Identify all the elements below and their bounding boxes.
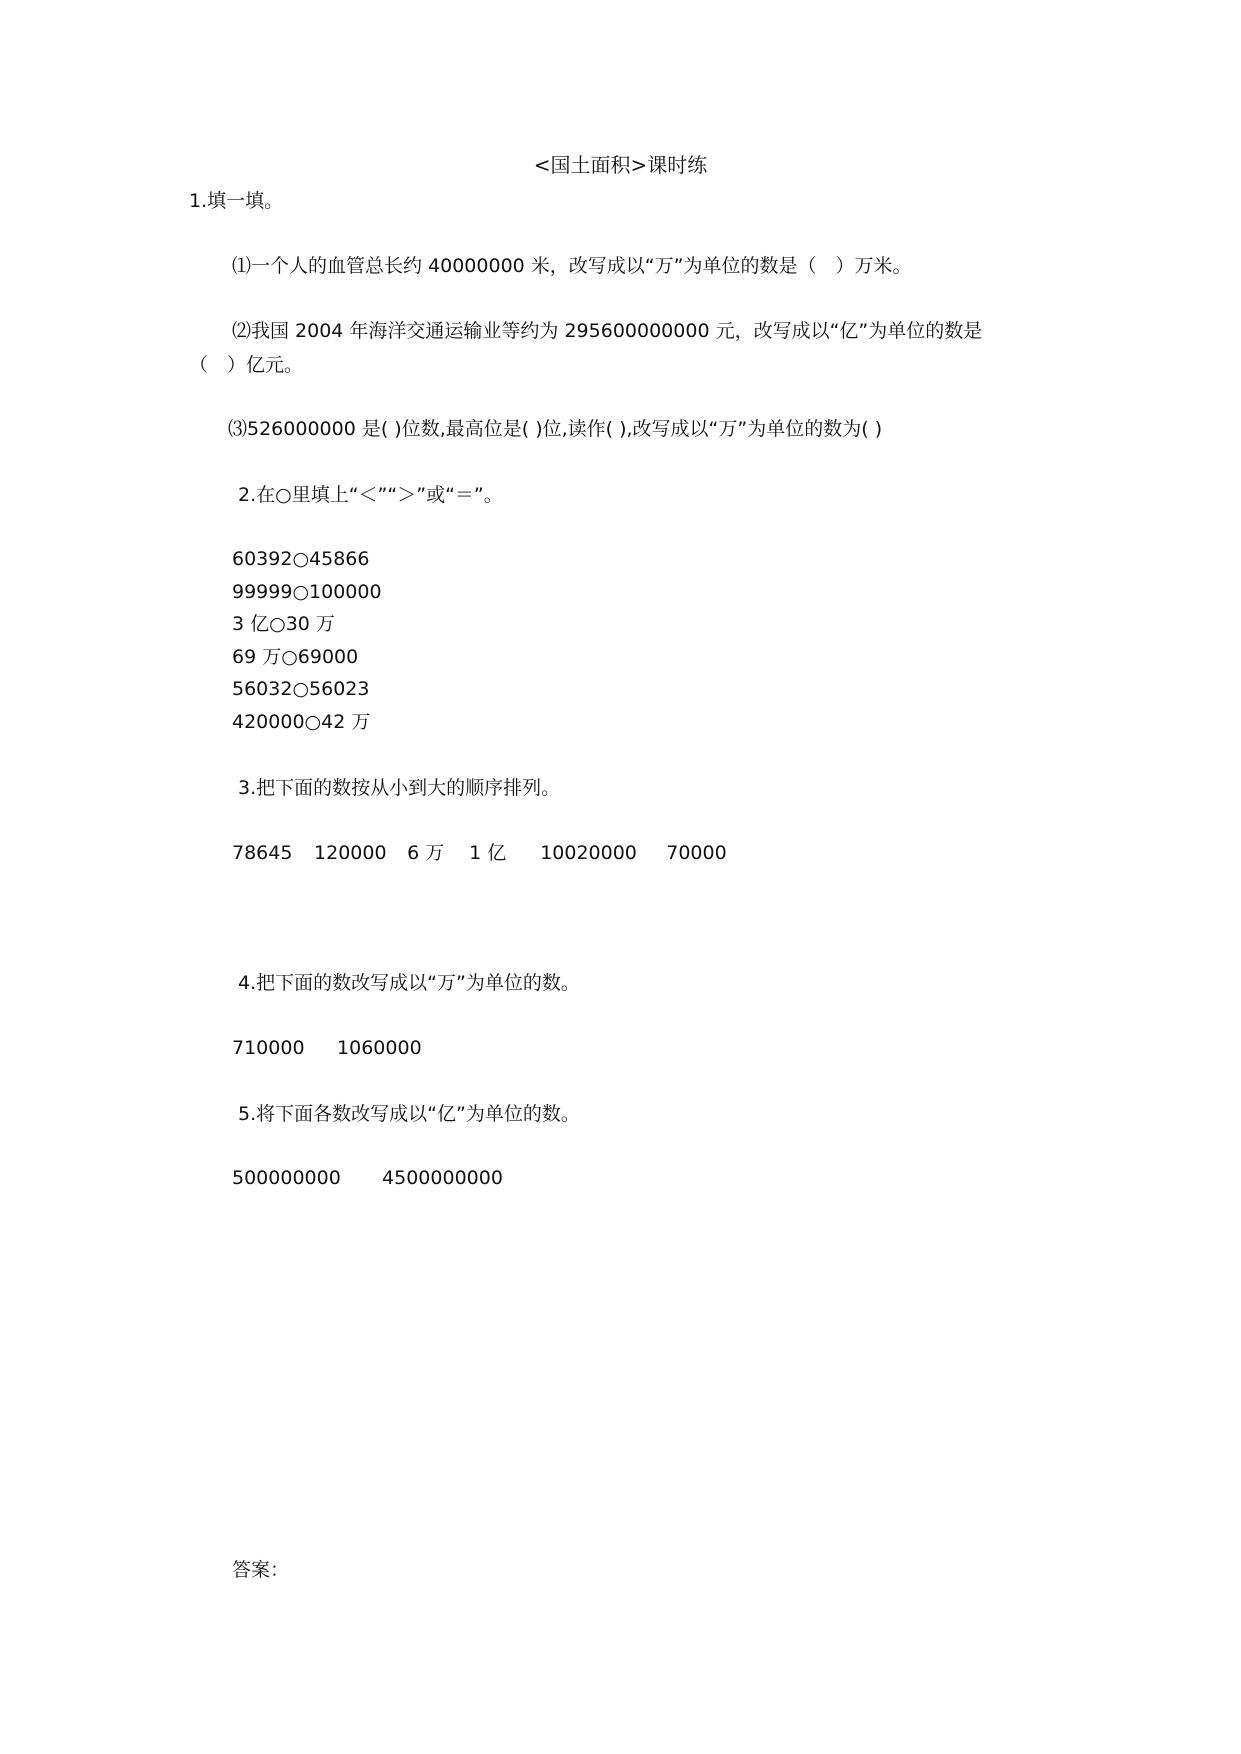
- q3-number: 78645: [232, 842, 293, 864]
- q4-heading: 4.把下面的数改写成以“万”为单位的数。: [238, 972, 580, 994]
- q5-number: 500000000: [232, 1167, 341, 1189]
- q2-comparison-row: 69 万○69000: [232, 646, 359, 668]
- q4-number: 710000: [232, 1037, 305, 1059]
- q1-item-3: ⑶526000000 是( )位数,最高位是( )位,读作( ),改写成以“万”为单位的数为( ): [228, 418, 883, 440]
- q5-number: 4500000000: [382, 1167, 503, 1189]
- q3-number: 10020000: [540, 842, 637, 864]
- q2-comparison-row: 56032○56023: [232, 678, 370, 700]
- q1-item-2-line-1: ⑵我国 2004 年海洋交通运输业等约为 295600000000 元，改写成以“亿”为单位的数是: [232, 320, 983, 342]
- q3-number: 1 亿: [469, 842, 507, 864]
- q2-comparison-row: 99999○100000: [232, 581, 382, 603]
- q4-number-list: [232, 1035, 422, 1061]
- q3-number: 120000: [314, 842, 387, 864]
- q3-number: 6 万: [407, 842, 445, 864]
- q1-heading: 1.填一填。: [189, 190, 284, 212]
- q5-number-list: [232, 1165, 503, 1191]
- q1-item-2-line-2: （ ）亿元。: [189, 354, 304, 376]
- q2-comparison-row: 3 亿○30 万: [232, 613, 335, 635]
- answer-label: 答案：: [232, 1559, 290, 1581]
- q2-comparison-row: 420000○42 万: [232, 711, 371, 733]
- q2-comparison-row: 60392○45866: [232, 548, 370, 570]
- page-title: <国土面积>课时练: [533, 153, 708, 177]
- q1-item-1: ⑴一个人的血管总长约 40000000 米，改写成以“万”为单位的数是（ ）万米。: [232, 255, 912, 277]
- q2-heading: 2.在○里填上“＜”“＞”或“＝”。: [238, 484, 503, 506]
- q3-number-list: [232, 840, 727, 866]
- q3-number: 70000: [666, 842, 727, 864]
- q3-heading: 3.把下面的数按从小到大的顺序排列。: [238, 777, 561, 799]
- q4-number: 1060000: [337, 1037, 422, 1059]
- q5-heading: 5.将下面各数改写成以“亿”为单位的数。: [238, 1103, 580, 1125]
